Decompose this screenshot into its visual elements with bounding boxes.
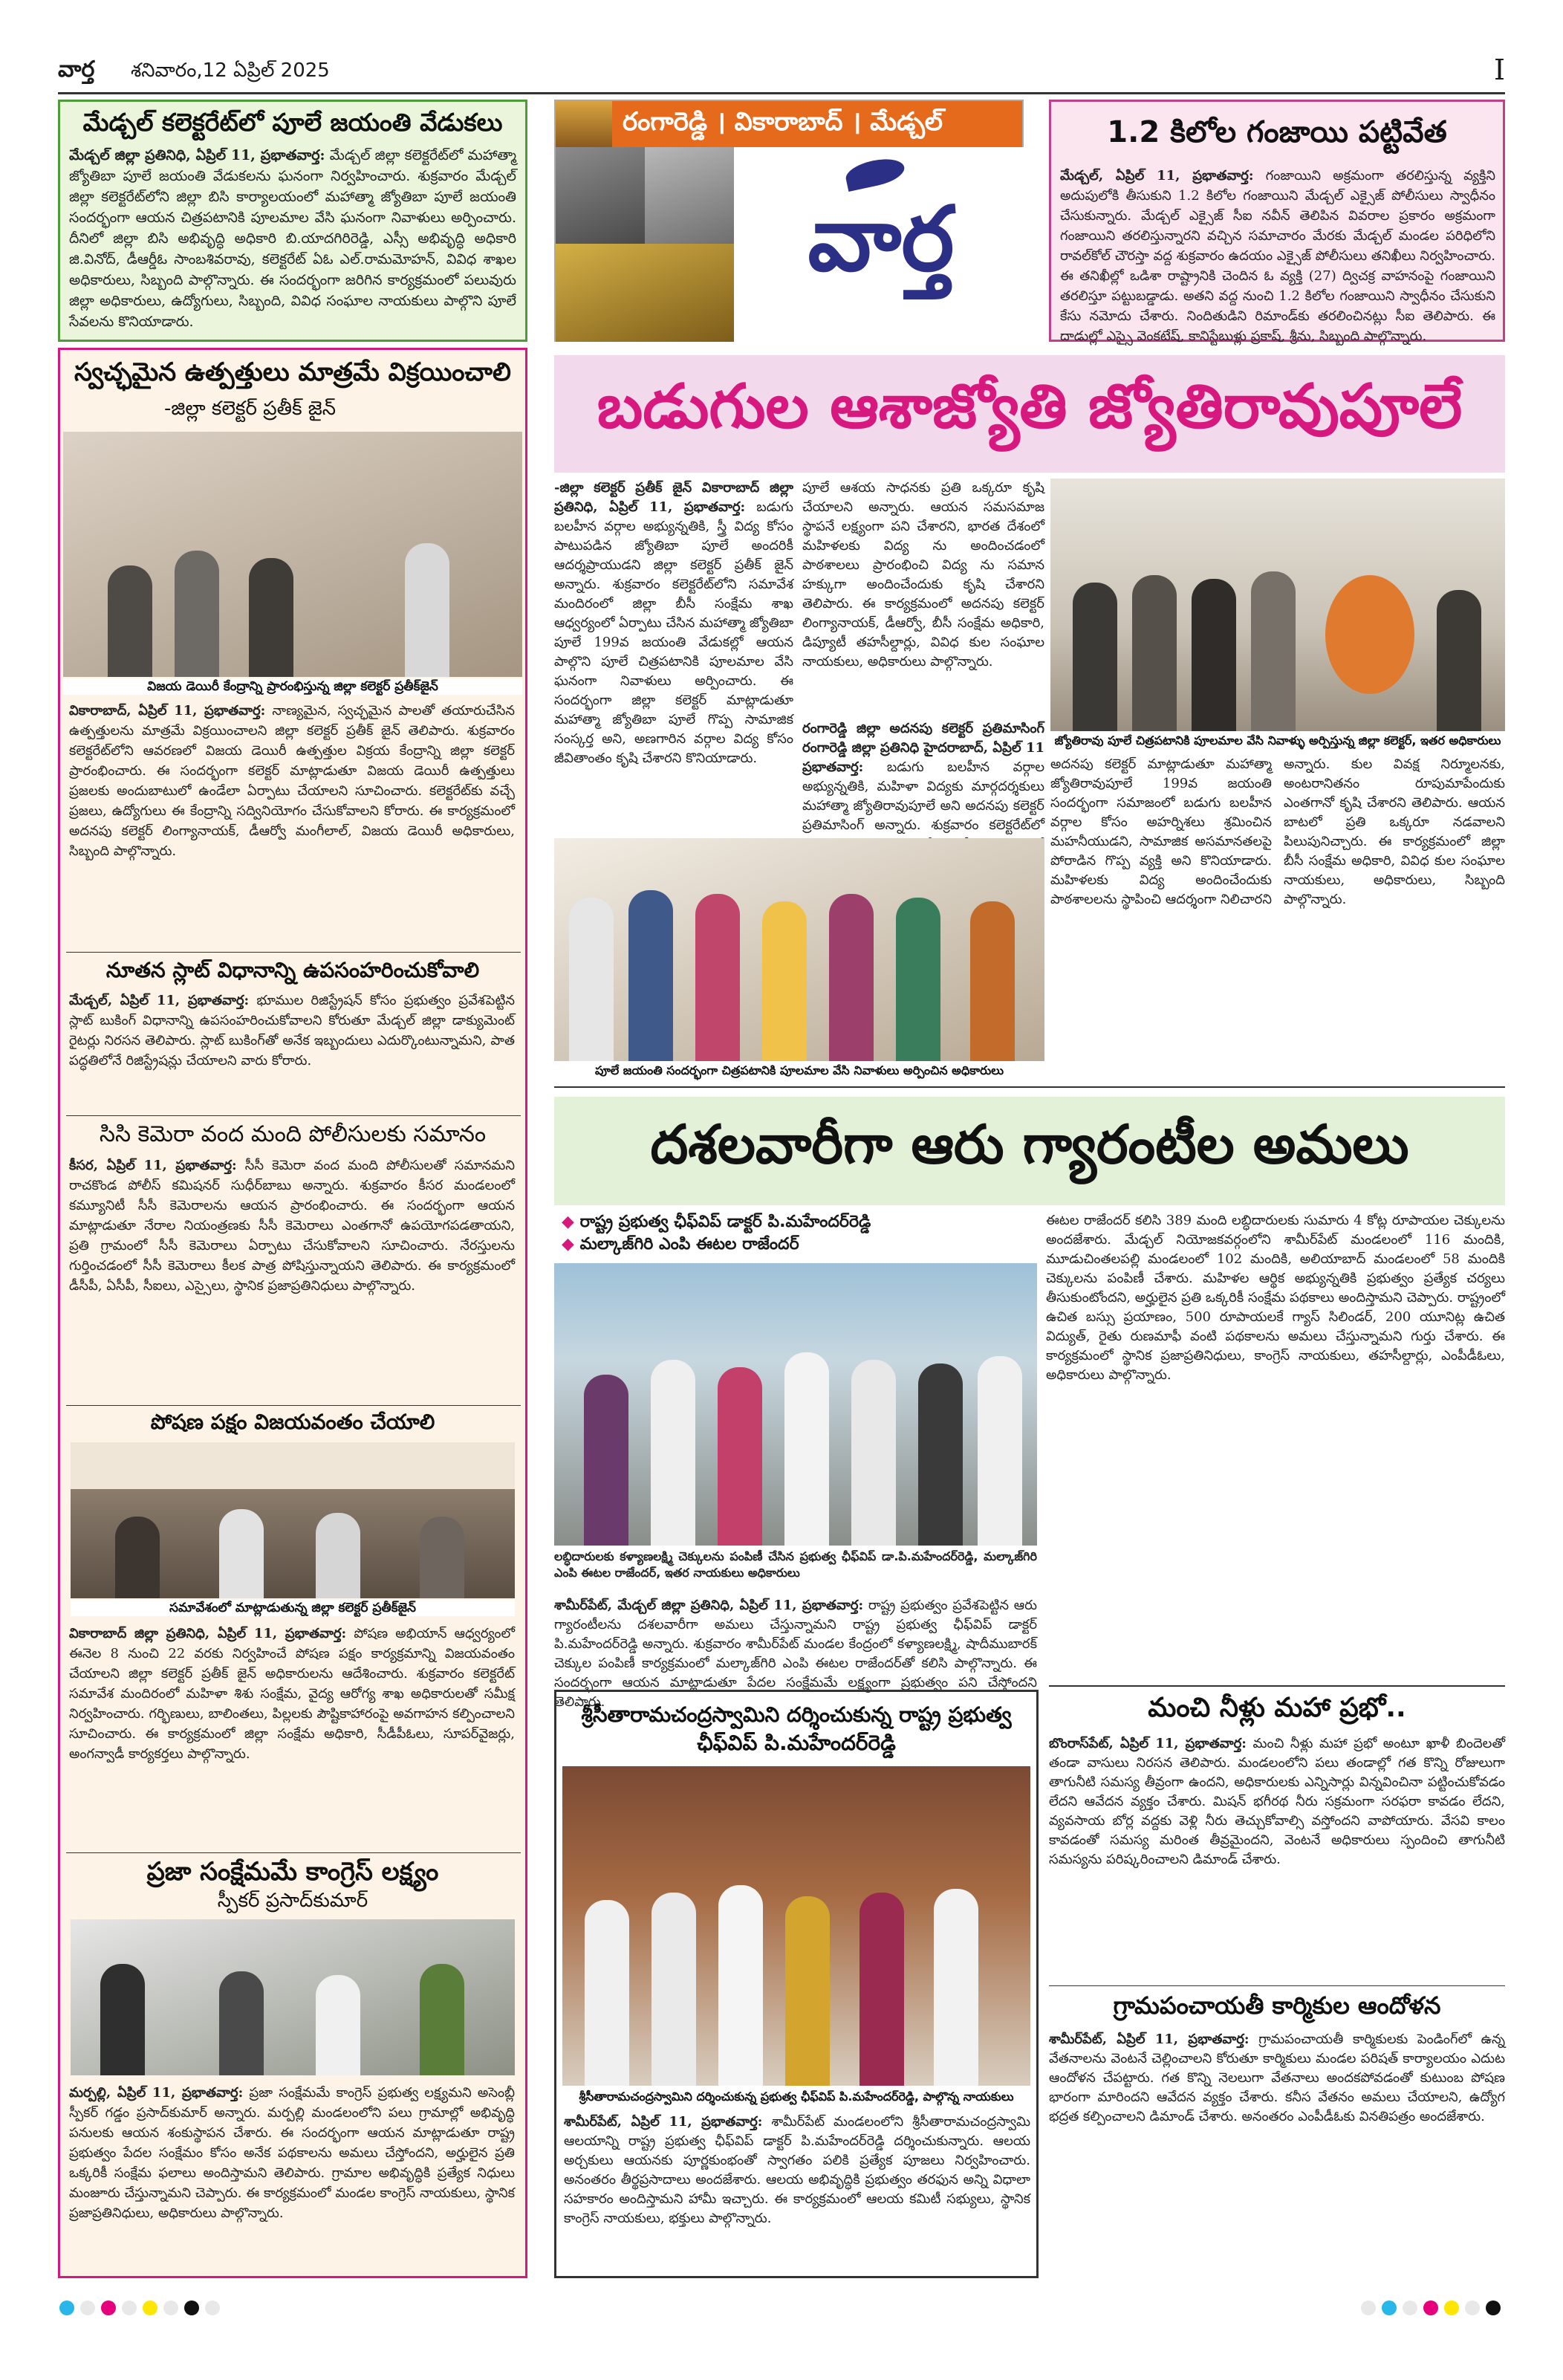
guarantee-bullets (562, 1211, 1000, 1260)
caption-vijaya-dairy: విజయ డెయిరీ కేంద్రాన్ని ప్రారంభిస్తున్న జిల్లా కలెక్టర్ ప్రతీక్‌జైన్ (63, 678, 522, 695)
article-body (1060, 166, 1495, 344)
body-cc-cameras (69, 1155, 515, 1401)
body-text: శామీర్‌పేట్ మండలంలోని శ్రీసీతారామచంద్రస్వామి ఆలయాన్ని రాష్ట్ర ప్రభుత్వ ఛీఫ్‌విప్ డాక్టర్ పి.మహేందర్‌రెడ్డి దర్శించుకున్నారు. ఆలయ అర్చకులు ఆయనకు పూర్ణకుంభంతో స్వాగతం పలికి ప్రత్యేక పూజలు నిర్వహించారు. అనంతరం తీర్థప్రసాదాలు అందజేశారు. ఆలయ అభివృద్ధికి ప్రభుత్వం తరఫున అన్ని విధాలా సహకారం అందిస్తామని హామీ ఇచ్చారు. ఈ కార్యక్రమంలో ఆలయ కమిటీ సభ్యులు, స్థానిక కాంగ్రెస్ నాయకులు, భక్తులు పాల్గొన్నారు. (564, 2114, 1030, 2226)
body-text: పోషణ అభియాన్ ఆధ్వర్యంలో ఈనెల 8 నుంచి 22 వరకు నిర్వహించే పోషణ పక్షం కార్యక్రమాన్ని విజయవంతం చేయాలని జిల్లా కలెక్టర్ ప్రతీక్ జైన్ అధికారులను ఆదేశించారు. శుక్రవారం కలెక్టరేట్ సమావేశ మందిరంలో మహిళా శిశు సంక్షేమ, వైద్య ఆరోగ్య శాఖ అధికారులతో సమీక్ష నిర్వహించారు. గర్భిణులు, బాలింతలు, పిల్లలకు పౌష్టికాహారంపై అవగాహన కల్పించాలని సూచించారు. ఈ కార్యక్రమంలో జిల్లా సంక్షేమ అధికారి, సీడీపీఓలు, సూపర్‌వైజర్లు, అంగన్వాడీ కార్యకర్తలు పాల్గొన్నారు. (69, 1626, 515, 1762)
headline-guarantees: దశలవారీగా ఆరు గ్యారంటీల అమలు (650, 1113, 1409, 1176)
divider (66, 1405, 521, 1406)
caption-poshan: సమావేశంలో మాట్లాడుతున్న జిల్లా కలెక్టర్ ప్రతీక్‌జైన్ (71, 1600, 515, 1616)
section-rule (1049, 1685, 1505, 1687)
bullet-mp: ◆ మల్కాజ్‌గిరి ఎంపి ఈటల రాజేందర్ (562, 1235, 799, 1254)
body-text: పూలే ఆశయ సాధనకు ప్రతి ఒక్కరూ కృషి చేయాలని అన్నారు. ఆయన సమసమాజ స్థాపనే లక్ష్యంగా పని చేశారని, భారత దేశంలో మహిళలకు విద్య ను అందించడంలో పాఠశాలలు ప్రారంభించి విద్య ను సమాన హక్కుగా అందించేందుకు కృషి చేశారని తెలిపారు. ఈ కార్యక్రమంలో అదనపు కలెక్టర్ లింగ్యానాయక్, డీఆర్వో, బీసీ సంక్షేమ అధికారి, డిప్యూటీ తహసీల్దార్లు, వివిధ కుల సంఘాల నాయకులు, అధికారులు పాల్గొన్నారు. (802, 480, 1044, 669)
left-column (58, 348, 527, 2278)
bullet-text: రాష్ట్ర ప్రభుత్వ ఛీఫ్‌విప్ డాక్టర్ పి.మహేందర్‌రెడ్డి (579, 1213, 871, 1231)
divider (66, 1852, 521, 1853)
dateline: రంగారెడ్డి జిల్లా అదనపు కలెక్టర్ ప్రతిమాసింగ్ రంగారెడ్డి జిల్లా ప్రతినిధి హైదరాబాద్, ఏప్రిల్ 11 ప్రభాతవార్త: (802, 721, 1044, 775)
photo-cheque-distribution (554, 1263, 1037, 1546)
headline-poshan: పోషణ పక్షం విజయవంతం చేయాలి (150, 1410, 435, 1434)
article-ganja (1049, 100, 1505, 342)
registration-marks-left (59, 2299, 282, 2317)
headline-congress: ప్రజా సంక్షేమమే కాంగ్రెస్ లక్ష్యం (146, 1857, 439, 1887)
heritage-photos (556, 147, 734, 342)
body-text: బడుగు బలహీన వర్గాల అభ్యున్నతికి, స్త్రీ విద్య కోసం పాటుపడిన జ్యోతిబా పూలే అందరికీ ఆదర్శప్రాయుడని జిల్లా కలెక్టర్ ప్రతీక్ జైన్ అన్నారు. శుక్రవారం కలెక్టరేట్‌లోని సమావేశ మందిరంలో జిల్లా బీసీ సంక్షేమ శాఖ ఆధ్వర్యంలో ఏర్పాటు చేసిన మహాత్మా జ్యోతిబా పూలే 199వ జయంతి వేడుకల్లో ఆయన పాల్గొని పూలే చిత్రపటానికి పూలమాల వేసి ఘనంగా నివాళులు అర్పించారు. ఈ సందర్భంగా జిల్లా కలెక్టర్ మాట్లాడుతూ మహాత్మా జ్యోతిబా పూలే గొప్ప సామాజిక సంస్కర్త అని, అణగారిన వర్గాల విద్య కోసం జీవితాంతం కృషి చేశారని కొనియాడారు. (554, 499, 793, 766)
body-congress (69, 2083, 515, 2273)
banner-guarantees (554, 1097, 1505, 1205)
registration-marks-right (1361, 2299, 1510, 2317)
body-poshan (69, 1624, 515, 1846)
guarantees-body1 (554, 1596, 1038, 1710)
dateline: బొంరాస్‌పేట్, ఏప్రిల్ 11, ప్రభాతవార్త: (1049, 1736, 1247, 1751)
bullet-chief-whip: ◆ రాష్ట్ర ప్రభుత్వ ఛీఫ్‌విప్ డాక్టర్ పి.మహేందర్‌రెడ్డి (562, 1213, 871, 1231)
phule-main-col1 (554, 479, 793, 795)
section-rule (554, 1086, 1505, 1088)
body-slot-booking (69, 990, 515, 1109)
dateline: వికారాబాద్ జిల్లా ప్రతినిధి, ఏప్రిల్ 11, ప్రభాతవార్త: (69, 1626, 347, 1641)
body-text: గంజాయిని అక్రమంగా తరలిస్తున్న వ్యక్తిని అదుపులోకి తీసుకుని 1.2 కిలోల గంజాయిని మేడ్చల్ ఎక్సైజ్ పోలీసులు స్వాధీనం చేసుకున్నారు. మేడ్చల్ ఎక్సైజ్ సీఐ నవీన్ తెలిపిన వివరాల ప్రకారం అక్రమంగా గంజాయిని తరలిస్తున్నారని వచ్చిన సమాచారం మేరకు మేడ్చల్ మండల పరిధిలోని రావల్‌కోల్ చౌరస్తా వద్ద శుక్రవారం ఉదయం ఎక్సైజ్ పోలీసులు తనిఖీలు నిర్వహించారు. ఈ తనిఖీల్లో ఒడిశా రాష్ట్రానికి చెందిన ఓ వ్యక్తి (27) ద్విచక్ర వాహనంపై గంజాయిని తరలిస్తూ పట్టుబడ్డాడు. అతని వద్ద నుంచి 1.2 కిలోల గంజాయిని స్వాధీనం చేసుకుని కేసు నమోదు చేశారు. నిందితుడిని రిమాండ్‌కు తరలించినట్లు సీఐ తెలిపారు. ఈ దాడుల్లో ఎస్సై వెంకటేష్, కానిస్టేబుళ్లు ప్రకాష్, శ్రీను, సిబ్బంది పాల్గొన్నారు. (1060, 168, 1495, 344)
body-clean-products (69, 701, 515, 946)
body-text: ప్రజా సంక్షేమమే కాంగ్రెస్ ప్రభుత్వ లక్ష్యమని అసెంబ్లీ స్పీకర్ గడ్డం ప్రసాద్‌కుమార్ అన్నారు. మర్పల్లి మండలంలోని పలు గ్రామాల్లో అభివృద్ధి పనులకు ఆయన శంకుస్థాపన చేశారు. ఈ సందర్భంగా ఆయన మాట్లాడుతూ రాష్ట్ర ప్రభుత్వం పేదల సంక్షేమం కోసం అనేక పథకాలను అమలు చేస్తోందని, అర్హులైన ప్రతి ఒక్కరికీ సంక్షేమ ఫలాలు అందిస్తామని తెలిపారు. గ్రామాల అభివృద్ధికి ప్రత్యేక నిధులు మంజూరు చేస్తున్నామని చెప్పారు. ఈ కార్యక్రమంలో మండల కాంగ్రెస్ నాయకులు, స్థానిక ప్రజాప్రతినిధులు, అధికారులు పాల్గొన్నారు. (69, 2085, 515, 2221)
article-temple-visit (554, 1690, 1039, 2278)
dateline: వికారాబాద్, ఏప్రిల్ 11, ప్రభాతవార్త: (69, 703, 266, 719)
headline-panchayat: గ్రామపంచాయతీ కార్మికుల ఆందోళన (1113, 1991, 1441, 2020)
dateline: మేడ్చల్, ఏప్రిల్ 11, ప్రభాతవార్త: (1060, 168, 1254, 184)
guarantees-body2 (1046, 1211, 1505, 1679)
body-panchayat (1049, 2030, 1505, 2275)
headline-cc-cameras: సిసి కెమెరా వంద మంది పోలీసులకు సమానం (99, 1121, 487, 1147)
paper-logo: వార్త (808, 188, 955, 291)
caption-phule-photo1: జ్యోతిరావు పూలే చిత్రపటానికి పూలమాల వేసి నివాళ్ళు అర్పిస్తున్న జిల్లా కలెక్టర్, ఇతర అధికారులు (1050, 733, 1505, 749)
caption-temple: శ్రీసీతారామచంద్రస్వామిని దర్శించుకున్న ప్రభుత్వ ఛీఫ్‌విప్ పి.మహేందర్‌రెడ్డి, పాల్గొన్న నాయకులు (562, 2089, 1030, 2105)
headline-slot-booking: నూతన స్లాట్ విధానాన్ని ఉపసంహరించుకోవాలి (105, 958, 480, 982)
body-text: రాష్ట్ర ప్రభుత్వం ప్రవేశపెట్టిన ఆరు గ్యారంటీలను దశలవారీగా అమలు చేస్తున్నామని రాష్ట్ర ప్రభుత్వ ఛీఫ్‌విప్ డాక్టర్ పి.మహేందర్‌రెడ్డి అన్నారు. శుక్రవారం శామీర్‌పేట్ మండల కేంద్రంలో కళ్యాణలక్ష్మి, షాదీముబారక్ చెక్కుల పంపిణీ కార్యక్రమంలో మల్కాజ్‌గిరి ఎంపి ఈటల రాజేందర్‌తో కలిసి పాల్గొన్నారు. ఈ సందర్భంగా ఆయన మాట్లాడుతూ పేదల సంక్షేమమే లక్ష్యంగా ప్రభుత్వం పని చేస్తోందని తెలిపారు. (554, 1598, 1038, 1710)
temple-photo (556, 101, 612, 147)
page-number: I (1493, 53, 1505, 86)
banner-phule (554, 355, 1505, 473)
body-text: మేడ్చల్ జిల్లా కలెక్టరేట్‌లో మహాత్మా జ్యోతిబా పూలే జయంతి వేడుకలను ఘనంగా నిర్వహించారు. శుక్రవారం మేడ్చల్ జిల్లా కలెక్టరేట్‌లోని జిల్లా బిసి కార్యాలయంలో మహాత్మా జ్యోతిబా పూలే జయంతి సందర్భంగా ఆయన చిత్రపటానికి పూలమాల వేసి ఘనంగా నివాళులు అర్పించారు. దీనిలో జిల్లా బిసి అభివృద్ధి అధికారి బి.యాదగిరిరెడ్డి, ఎస్సీ అభివృద్ధి అధికారి జి.వినోద్, డీఆర్డీఓ సాంబశివరావు, కలెక్టరేట్ ఏఓ ఎల్.రామమోహన్, వివిధ శాఖల అధికారులు, సిబ్బంది పాల్గొన్నారు. ఈ సందర్భంగా జరిగిన కార్యక్రమంలో పలువురు జిల్లా అధికారులు, ఉద్యోగులు, సిబ్బంది, వివిధ సంఘాల నాయకులు పాల్గొని పూలే సేవలను కొనియాడారు. (69, 147, 516, 330)
dateline: మేడ్చల్, ఏప్రిల్ 11, ప్రభాతవార్త: (69, 993, 250, 1008)
body-text: ఈటల రాజేందర్ కలిసి 389 మంది లబ్ధిదారులకు సుమారు 4 కోట్ల రూపాయల చెక్కులను అందజేశారు. మేడ్చల్ నియోజకవర్గంలోని శామీర్‌పేట్ మండలంలో 116 మందికి, మూడుచింతలపల్లి మండలంలో 102 మందికి, అలియాబాద్ మండలంలో 58 మందికి చెక్కులను పంపిణీ చేశారు. మహిళల ఆర్థిక అభ్యున్నతికి ప్రభుత్వం ప్రత్యేక చర్యలు తీసుకుంటోందని, అర్హులైన ప్రతి ఒక్కరికీ సంక్షేమ పథకాలు అందిస్తామని చెప్పారు. రాష్ట్రంలో ఉచిత బస్సు ప్రయాణం, 500 రూపాయలకే గ్యాస్ సిలిండర్, 200 యూనిట్ల ఉచిత విద్యుత్, రైతు రుణమాఫీ వంటి పథకాలను అమలు చేస్తున్నామని గుర్తు చేశారు. ఈ కార్యక్రమంలో స్థానిక ప్రజాప్రతినిధులు, కాంగ్రెస్ నాయకులు, తహసీల్దార్లు, ఎంపీడీఓలు, అధికారులు పాల్గొన్నారు. (1046, 1213, 1505, 1383)
bullet-text: మల్కాజ్‌గిరి ఎంపి ఈటల రాజేందర్ (579, 1235, 799, 1254)
body-text: భూముల రిజిస్ట్రేషన్ కోసం ప్రభుత్వం ప్రవేశపెట్టిన స్లాట్ బుకింగ్ విధానాన్ని ఉపసంహరించుకోవాలని కోరుతూ మేడ్చల్ జిల్లా డాక్యుమెంట్ రైటర్లు నిరసన తెలిపారు. స్లాట్ బుకింగ్‌తో అనేక ఇబ్బందులు ఎదుర్కొంటున్నామని, పాత పద్ధతిలోనే రిజిస్ట్రేషన్లు చేయాలని వారు కోరారు. (69, 993, 515, 1069)
headline: 1.2 కిలోల గంజాయి పట్టివేత (1107, 115, 1447, 149)
headline-clean-products: స్వచ్ఛమైన ఉత్పత్తులు మాత్రమే విక్రయించాలి (74, 357, 511, 387)
section-rule (1049, 1985, 1505, 1986)
headline-phule-main: బడుగుల ఆశాజ్యోతి జ్యోతిరావుపూలే (597, 372, 1463, 442)
headline-temple: శ్రీసీతారామచంద్రస్వామిని దర్శించుకున్న రాష్ట్ర ప్రభుత్వ ఛీఫ్‌విప్ పి.మహేందర్‌రెడ్డి (581, 1702, 1012, 1755)
edition-masthead (554, 100, 1024, 342)
body-text: అదనపు కలెక్టర్ మాట్లాడుతూ మహాత్మా జ్యోతిరావుపూలే 199వ జయంతి సందర్భంగా సమాజంలో బడుగు బలహీన వర్గాల కోసం అహర్నిశలు శ్రమించిన మహనీయుడని, సామాజిక అసమానతలపై పోరాడిన గొప్ప వ్యక్తి అని కొనియాడారు. మహిళలకు విద్య అందించేందుకు పాఠశాలలను స్థాపించి ఆదర్శంగా నిలిచారని అన్నారు. కుల వివక్ష నిర్మూలనకు, అంటరానితనం రూపుమాపేందుకు ఎంతగానో కృషి చేశారని తెలిపారు. ఆయన బాటలో ప్రతి ఒక్కరూ నడవాలని పిలుపునిచ్చారు. ఈ కార్యక్రమంలో జిల్లా బీసీ సంక్షేమ అధికారి, వివిధ కుల సంఘాల నాయకులు, అధికారులు, సిబ్బంది పాల్గొన్నారు. (1050, 756, 1505, 907)
article-phule-collectorate (58, 100, 527, 342)
body-temple (564, 2113, 1030, 2273)
photo-poshan-meeting (71, 1442, 515, 1598)
edition-banner-text: రంగారెడ్డి । వికారాబాద్ । మేడ్చల్ (623, 107, 943, 137)
top-strip (58, 53, 1505, 91)
phule-main-right-text (1050, 755, 1505, 1082)
dateline: శామీర్‌పేట్, ఏప్రిల్ 11, ప్రభాతవార్త: (1049, 2032, 1250, 2047)
caption-phule-photo2: పూలే జయంతి సందర్భంగా చిత్రపటానికి పూలమాల వేసి నివాళులు అర్పించిన అధికారులు (554, 1063, 1044, 1079)
photo-phule-tribute-vikarabad (1050, 479, 1505, 731)
dateline: కీసర, ఏప్రిల్ 11, ప్రభాతవార్త: (69, 1158, 237, 1173)
dateline: -జిల్లా కలెక్టర్ ప్రతీక్ జైన్ వికారాబాద్ జిల్లా ప్రతినిధి, ఏప్రిల్ 11, ప్రభాతవార్త: (554, 480, 793, 515)
photo-temple (562, 1766, 1030, 2086)
body-water (1049, 1734, 1505, 1979)
photo-phule-tribute-rangareddy (554, 838, 1044, 1061)
edition-banner (556, 101, 1022, 147)
body-text: బడుగు బలహీన వర్గాల అభ్యున్నతికి, మహిళా విద్యకు మార్గదర్శకులు మహాత్మా జ్యోతిరావుపూలే అని అదనపు కలెక్టర్ ప్రతిమాసింగ్ అన్నారు. శుక్రవారం కలెక్టరేట్‌లో (802, 759, 1044, 833)
photo-vijaya-dairy (63, 432, 522, 677)
body-text: సీసీ కెమెరా వంద మంది పోలీసులతో సమానమని రాచకొండ పోలీస్ కమిషనర్ సుధీర్‌బాబు అన్నారు. శుక్రవారం కీసర మండలంలో కమ్యూనిటీ సీసీ కెమెరాలను ఆయన ప్రారంభించారు. ఈ సందర్భంగా ఆయన మాట్లాడుతూ నేరాల నియంత్రణకు సీసీ కెమెరాలు ఎంతగానో ఉపయోగపడతాయని, ప్రతి గ్రామంలో సీసీ కెమెరాలు ఏర్పాటు చేసుకోవాలని సూచించారు. నేరస్తులను గుర్తించడంలో సీసీ కెమెరాలు కీలక పాత్ర పోషిస్తున్నాయని తెలిపారు. ఈ కార్యక్రమంలో డీసీపీ, ఏసీపీ, సీఐలు, ఎస్సైలు, స్థానిక ప్రజాప్రతినిధులు పాల్గొన్నారు. (69, 1158, 515, 1294)
top-rule (58, 92, 1505, 94)
dateline: మర్పల్లి, ఏప్రిల్ 11, ప్రభాతవార్త: (69, 2085, 244, 2101)
body-text: గ్రామపంచాయతీ కార్మికులకు పెండింగ్‌లో ఉన్న వేతనాలను వెంటనే చెల్లించాలని కోరుతూ కార్మికులు మండల పరిషత్ కార్యాలయం ఎదుట ఆందోళన చేపట్టారు. గత కొన్ని నెలలుగా వేతనాలు అందకపోవడంతో కుటుంబ పోషణ భారంగా మారిందని ఆవేదన వ్యక్తం చేశారు. కనీస వేతనం అమలు చేయాలని, ఉద్యోగ భద్రత కల్పించాలని డిమాండ్ చేశారు. అనంతరం ఎంపీడీఓకు వినతిపత్రం అందజేశారు. (1049, 2032, 1505, 2124)
phule-main-col2b (802, 719, 1044, 835)
headline: మేడ్చల్ కలెక్టరేట్‌లో పూలే జయంతి వేడుకలు (82, 108, 503, 137)
photo-foundation-stone (71, 1919, 515, 2075)
paper-name: వార్త (58, 56, 95, 82)
article-body (69, 145, 516, 337)
subhead-congress: స్పీకర్ ప్రసాద్‌కుమార్ (217, 1890, 368, 1912)
dateline: శామీర్‌పేట్, మేడ్చల్ జిల్లా ప్రతినిధి, ఏప్రిల్ 11, ప్రభాతవార్త: (554, 1598, 864, 1613)
caption-cheque-distribution: లబ్ధిదారులకు కళ్యాణలక్ష్మి చెక్కులను పంపిణీ చేసిన ప్రభుత్వ ఛీఫ్‌విప్ డా.పి.మహేందర్‌రెడ్డి, మల్కాజ్‌గిరి ఎంపి ఈటల రాజేందర్, ఇతర నాయకులు అధికారులు (554, 1549, 1037, 1580)
body-text: మంచి నీళ్లు మహా ప్రభో అంటూ ఖాళీ బిందెలతో తండా వాసులు నిరసన తెలిపారు. మండలంలోని పలు తండాల్లో గత కొన్ని రోజులుగా తాగునీటి సమస్య తీవ్రంగా ఉందని, అధికారులకు ఎన్నిసార్లు విన్నవించినా పట్టించుకోవడం లేదని ఆవేదన వ్యక్తం చేశారు. మిషన్ భగీరథ నీరు సక్రమంగా సరఫరా కావడం లేదని, వ్యవసాయ బోర్ల వద్దకు వెళ్లి నీరు తెచ్చుకోవాల్సి వస్తోందని వాపోయారు. వేసవి కాలం కావడంతో సమస్య మరింత తీవ్రమైందని, వెంటనే అధికారులు స్పందించి తాగునీటి సమస్యను పరిష్కరించాలని డిమాండ్ చేశారు. (1049, 1736, 1506, 1867)
dateline: శామీర్‌పేట్, ఏప్రిల్ 11, ప్రభాతవార్త: (564, 2114, 763, 2130)
body-text: నాణ్యమైన, స్వచ్ఛమైన పాలతో తయారుచేసిన ఉత్పత్తులను మాత్రమే విక్రయించాలని జిల్లా కలెక్టర్ ప్రతీక్ జైన్ తెలిపారు. శుక్రవారం కలెక్టరేట్‌లోని ఆవరణలో విజయ డెయిరీ ఉత్పత్తుల విక్రయ కేంద్రాన్ని జిల్లా కలెక్టర్ ప్రారంభించారు. ఈ సందర్భంగా కలెక్టర్ మాట్లాడుతూ విజయ డెయిరీ ఉత్పత్తులు ప్రజలకు అందుబాటులో ఉండేలా ఏర్పాటు చేయాలని సూచించారు. కలెక్టరేట్‌కు వచ్చే ప్రజలు, ఉద్యోగులు ఈ కేంద్రాన్ని సద్వినియోగం చేసుకోవాలని కోరారు. ఈ కార్యక్రమంలో అదనపు కలెక్టర్ లింగ్యానాయక్, డీఆర్వో మంగీలాల్, విజయ డెయిరీ అధికారులు, సిబ్బంది పాల్గొన్నారు. (69, 703, 515, 859)
divider (66, 952, 521, 953)
headline-water: మంచి నీళ్లు మహా ప్రభో.. (1148, 1693, 1406, 1723)
logo-area (734, 147, 1025, 342)
issue-date: శనివారం,12 ఏప్రిల్ 2025 (131, 59, 330, 82)
divider (66, 1115, 521, 1116)
dateline: మేడ్చల్ జిల్లా ప్రతినిధి, ఏప్రిల్ 11, ప్రభాతవార్త: (69, 147, 325, 163)
subhead-clean-products: -జిల్లా కలెక్టర్ ప్రతీక్ జైన్ (164, 398, 337, 420)
